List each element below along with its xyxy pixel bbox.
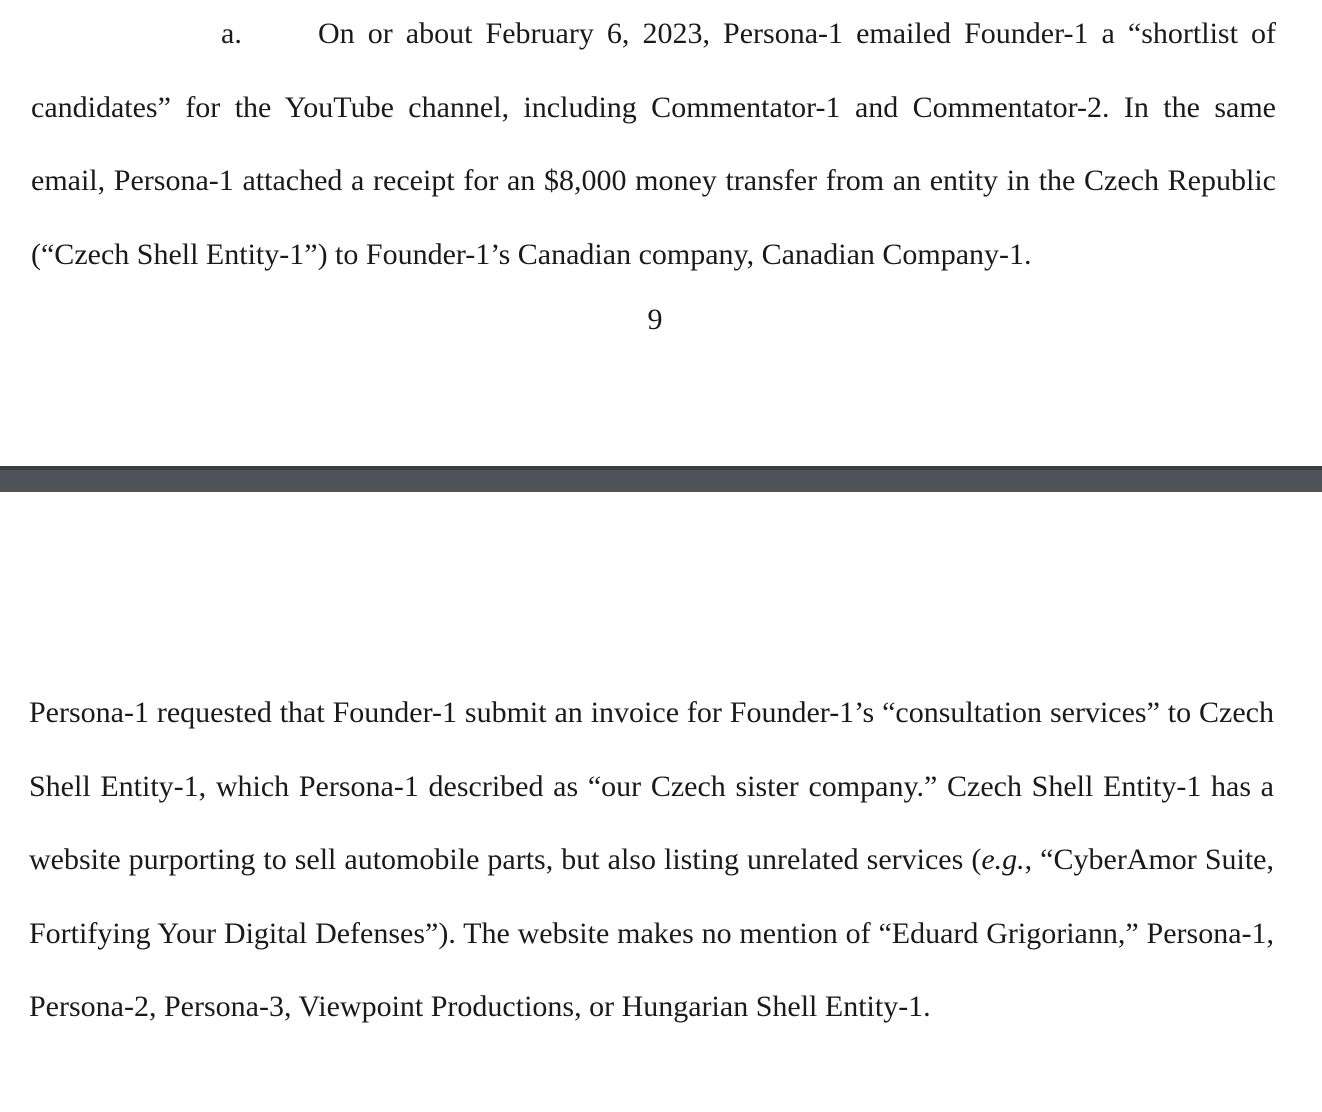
paragraph-a-text: On or about February 6, 2023, Persona-1 emailed Founder-1 a “shortlist of candidates” for the YouTube channel, including Commentator-1 and Commentator-2. In the same email, Persona-1 attached a receipt for an $8,000 money transfer from an entity in the Czech Republic (“Czech Shell Entity-1”) to Founder-1’s Canadian company, Canadian Company-1. [31,17,1276,271]
paragraph-continuation [29,676,1274,1044]
continuation-italic-eg: e.g. [981,843,1025,877]
continuation-text-part-1: Persona-1 requested that Founder-1 submit an invoice for Founder-1’s “consultation services” to Czech Shell Entity-1, which Persona-1 described as “our Czech sister company.” Czech Shell Entity-1 has a website purporting to sell automobile parts, but also listing unrelated services ( [29,696,1274,877]
page-separator-bar [0,466,1322,492]
document-page-bottom [0,492,1322,1112]
continuation-text-part-2: , “CyberAmor Suite, Fortifying Your Digital Defenses”). The website makes no mention of “Eduard Grigoriann,” Persona-1, Persona-2, Persona-3, Viewpoint Productions, or Hungarian Shell Entity-1. [29,843,1274,1024]
paragraph-a [31,0,1276,291]
document-page-top [0,0,1322,466]
page-number: 9 [647,303,663,336]
paragraph-label: a. [221,17,242,50]
